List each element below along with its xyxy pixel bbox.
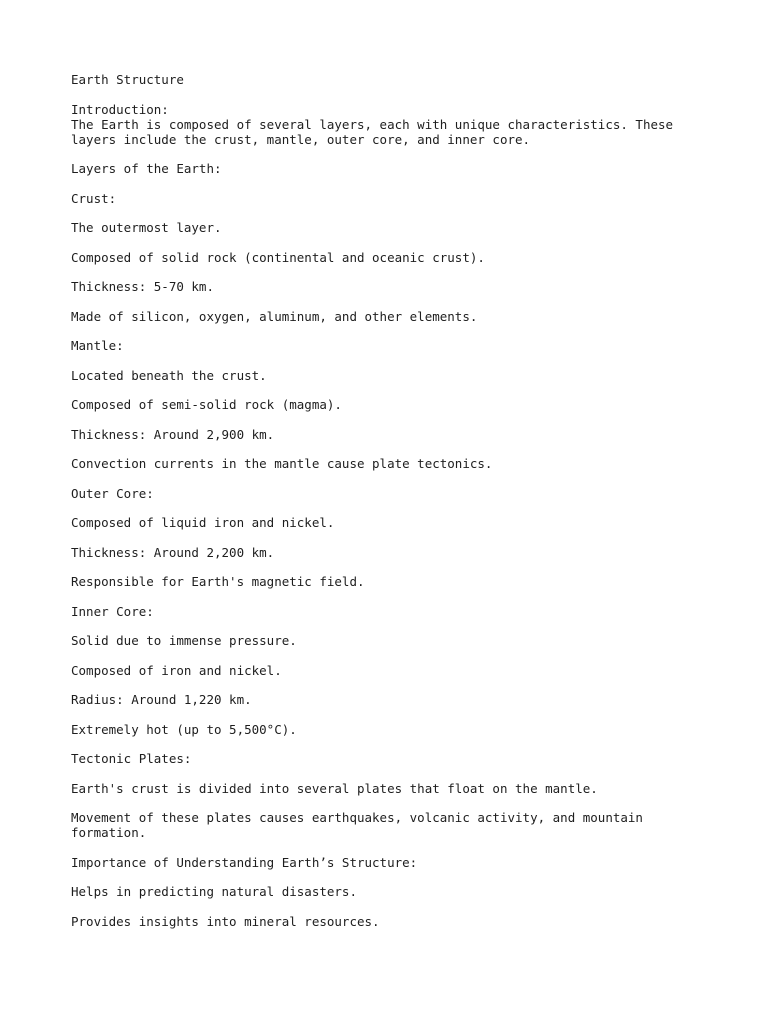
- mantle-item: Convection currents in the mantle cause plate tectonics.: [71, 456, 493, 471]
- importance-heading: Importance of Understanding Earth’s Structure:: [71, 854, 418, 870]
- mantle-item: Thickness: Around 2,900 km.: [71, 426, 275, 442]
- mantle-heading: Mantle:: [71, 338, 124, 353]
- outer-core-item: Thickness: Around 2,200 km.: [71, 544, 275, 560]
- outer-core-item: Responsible for Earth's magnetic field.: [71, 574, 365, 589]
- mantle-item: Located beneath the crust.: [71, 367, 267, 383]
- inner-core-item: Extremely hot (up to 5,500°C).: [71, 721, 297, 737]
- plates-item: Movement of these plates causes earthquakes, volcanic activity, and mountain formation.: [71, 810, 651, 840]
- crust-heading: Crust:: [71, 190, 117, 206]
- intro-paragraph: The Earth is composed of several layers, each with unique characteristics. These layers include the crust, mantle, outer core, and inner core.: [71, 116, 681, 147]
- outer-core-item: Composed of liquid iron and nickel.: [71, 515, 335, 530]
- outer-core-heading: Outer Core:: [71, 485, 154, 501]
- crust-item: Thickness: 5-70 km.: [71, 279, 214, 294]
- intro-heading: Introduction:: [71, 101, 169, 117]
- plates-heading: Tectonic Plates:: [71, 751, 192, 766]
- crust-item: Composed of solid rock (continental and oceanic crust).: [71, 249, 485, 265]
- crust-item: Made of silicon, oxygen, aluminum, and other elements.: [71, 308, 478, 324]
- document-page: [71, 72, 711, 943]
- plates-item: Earth's crust is divided into several plates that float on the mantle.: [71, 780, 598, 796]
- inner-core-item: Composed of iron and nickel.: [71, 662, 282, 678]
- crust-item: The outermost layer.: [71, 220, 222, 235]
- importance-item: Provides insights into mineral resources.: [71, 913, 380, 929]
- importance-item: Helps in predicting natural disasters.: [71, 884, 357, 899]
- inner-core-heading: Inner Core:: [71, 603, 154, 619]
- inner-core-item: Solid due to immense pressure.: [71, 633, 297, 648]
- document-title: Earth Structure: [71, 72, 184, 87]
- inner-core-item: Radius: Around 1,220 km.: [71, 692, 252, 707]
- mantle-item: Composed of semi-solid rock (magma).: [71, 397, 342, 412]
- layers-heading: Layers of the Earth:: [71, 161, 222, 176]
